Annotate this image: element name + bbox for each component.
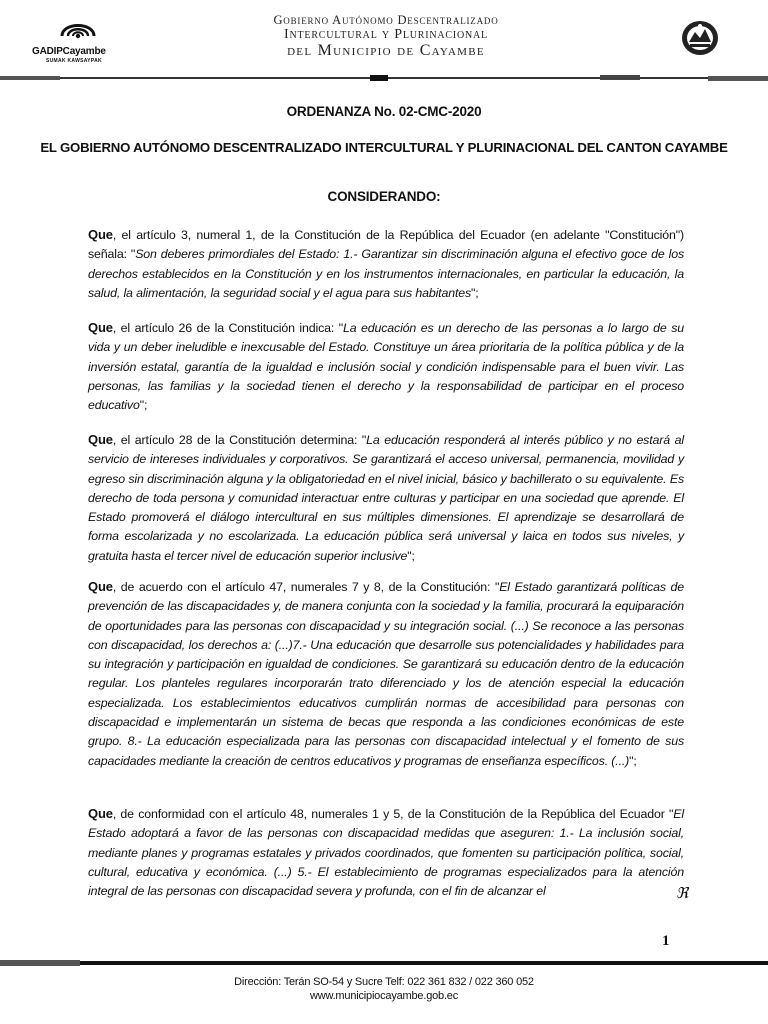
- paragraph-end: ";: [471, 285, 479, 300]
- considerando-paragraph-5: [88, 804, 684, 901]
- gadip-logo: [18, 14, 128, 68]
- logo-subtitle: SUMAK KAWSAYPAK: [46, 58, 102, 64]
- paragraph-end: ";: [139, 398, 148, 413]
- institution-name: [236, 14, 536, 59]
- que-lead: Que: [88, 320, 113, 335]
- legal-quote: El Estado adoptará a favor de las personas con discapacidad medidas que aseguren: 1.- La inclusión social, mediante planes y programas estatales y privados coordinados, que fomenten su participación política, social, cultural, educativa y económica. (...) 5.- El establecimiento de programas especializados para la atención integral de las personas con discapacidad severa y profunda, con el fin de alcanzar el: [88, 807, 684, 899]
- logo-spiral-icon: [58, 16, 98, 46]
- que-lead: Que: [88, 806, 113, 821]
- handwritten-initials: ℜ: [676, 884, 689, 902]
- considering-heading: CONSIDERANDO:: [327, 189, 441, 204]
- legal-quote: La educación responderá al interés público y no estará al servicio de intereses individuales y corporativos. Se garantizará el acceso universal, permanencia, movilidad y egreso sin discriminación alguna y la obligatoriedad en el nivel inicial, básico y bachillerato o su equivalente. Es derecho de toda persona y comunidad interactuar entre culturas y participar en una sociedad que aprende. El Estado promoverá el diálogo intercultural en sus múltiples dimensiones. El aprendizaje se desarrollará de forma escolarizada y no escolarizada. La educación pública será universal y laica en todos sus niveles, y gratuita hasta el tercer nivel de educación superior inclusive: [88, 433, 684, 563]
- institution-line-3: del Municipio de Cayambe: [287, 41, 485, 59]
- legal-quote: Son deberes primordiales del Estado: 1.- Garantizar sin discriminación alguna el efectivo goce de los derechos establecidos en la Constitución y en los instrumentos internacionales, en particular la educación, la salud, la alimentación, la seguridad social y el agua para sus habitantes: [88, 247, 685, 300]
- que-lead: Que: [88, 227, 113, 242]
- que-lead: Que: [88, 432, 113, 447]
- page-number: 1: [662, 933, 670, 949]
- institution-line-1: Gobierno Autónomo Descentralizado: [273, 13, 499, 27]
- paragraph-intro: , de conformidad con el artículo 48, numerales 1 y 5, de la Constitución de la República del Ecuador ": [112, 807, 674, 821]
- legal-quote: La educación es un derecho de las personas a lo largo de su vida y un deber ineludible e inexcusable del Estado. Constituye un área prioritaria de la política pública y de la inversión estatal, garantía de la igualdad e inclusión social y condición indispensable para el buen vivir. Las personas, las familias y la sociedad tienen el derecho y la responsabilidad de participar en el proceso educativo: [88, 321, 684, 413]
- entity-title: EL GOBIERNO AUTÓNOMO DESCENTRALIZADO INTERCULTURAL Y PLURINACIONAL DEL CANTON CAYAMBE: [40, 140, 728, 155]
- paragraph-end: ";: [407, 548, 415, 563]
- footer-website[interactable]: www.municipiocayambe.gob.ec: [309, 990, 459, 1002]
- municipal-seal-icon: [680, 18, 720, 58]
- que-lead: Que: [88, 579, 113, 594]
- footer-address: Dirección: Terán SO-54 y Sucre Telf: 022 361 832 / 022 360 052: [234, 976, 534, 988]
- considerando-paragraph-4: [88, 577, 684, 771]
- paragraph-intro: , de acuerdo con el artículo 47, numerales 7 y 8, de la Constitución: ": [112, 580, 500, 594]
- paragraph-intro: , el artículo 26 de la Constitución indica: ": [112, 321, 343, 335]
- footer-divider: [0, 958, 768, 968]
- considerando-paragraph-1: [88, 225, 684, 303]
- considerando-paragraph-3: [88, 430, 684, 566]
- institution-line-2: Intercultural y Plurinacional: [284, 26, 488, 42]
- header-divider: [0, 74, 768, 84]
- paragraph-intro: , el artículo 3, numeral 1, de la Constitución de la República del Ecuador (en adelante "Constitución") señala: ": [88, 228, 684, 262]
- logo-brand-text: GADIPCayambe: [32, 46, 106, 57]
- ordinance-number: ORDENANZA No. 02-CMC-2020: [286, 104, 482, 119]
- legal-quote: El Estado garantizará políticas de prevención de las discapacidades y, de manera conjunta con la sociedad y la familia, procurará la equiparación de oportunidades para las personas con discapacidad y su integración social. (...) Se reconoce a las personas con discapacidad, los derechos a: (...)7.- Una educación que desarrolle sus potencialidades y habilidades para su integración y participación en igualdad de condiciones. Se garantizará su educación dentro de la educación regular. Los planteles regulares incorporarán trato diferenciado y los de atención especial la educación especializada. Los establecimientos educativos cumplirán normas de accesibilidad para personas con discapacidad e implementarán un sistema de becas que responda a las condiciones económicas de este grupo. 8.- La educación especializada para las personas con discapacidad intelectual y el fomento de sus capacidades mediante la creación de centros educativos y programas de enseñanza específicos. (...): [88, 580, 684, 768]
- paragraph-end: ";: [629, 753, 637, 768]
- considerando-paragraph-2: [88, 318, 684, 415]
- paragraph-intro: , el artículo 28 de la Constitución determina: ": [112, 433, 367, 447]
